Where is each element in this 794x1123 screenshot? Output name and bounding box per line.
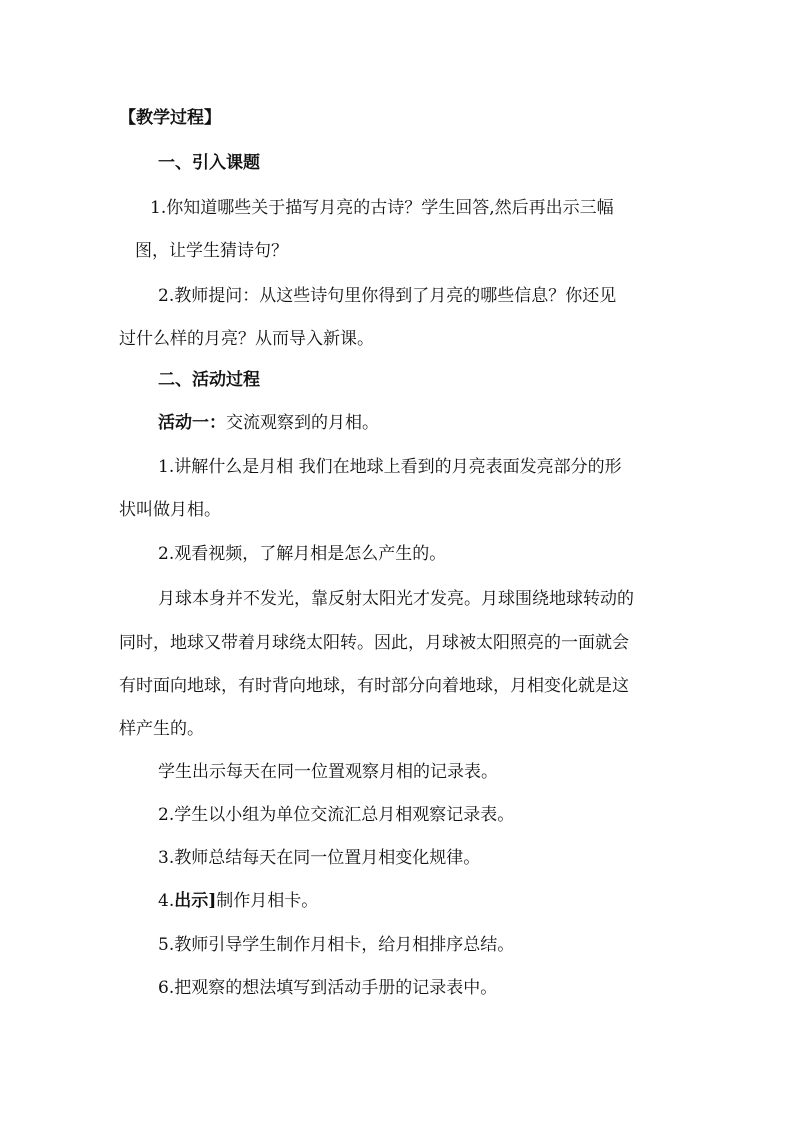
- activity-line: [158, 412, 379, 434]
- paragraph-line: 月球本身并不发光，靠反射太阳光才发亮。月球围绕地球转动的: [158, 589, 634, 609]
- paragraph-line: 学生出示每天在同一位置观察月相的记录表。: [158, 762, 498, 782]
- step-bold-label: 出示]: [174, 891, 217, 911]
- step-text: 制作月相卡。: [216, 891, 319, 911]
- paragraph-line: 3.教师总结每天在同一位置月相变化规律。: [158, 848, 481, 868]
- paragraph-line: 图，让学生猜诗句？: [135, 241, 288, 261]
- paragraph-line: 2.教师提问：从这些诗句里你得到了月亮的哪些信息？你还见: [158, 286, 617, 306]
- paragraph-line: 2.学生以小组为单位交流汇总月相观察记录表。: [158, 805, 515, 825]
- paragraph-line: 5.教师引导学生制作月相卡，给月相排序总结。: [158, 935, 515, 955]
- paragraph-line: 1.讲解什么是月相 我们在地球上看到的月亮表面发亮部分的形: [158, 457, 622, 477]
- step-number: 4.: [158, 891, 175, 911]
- paragraph-line: [158, 890, 318, 912]
- paragraph-line: 1.你知道哪些关于描写月亮的古诗？学生回答,然后再出示三幅: [150, 198, 614, 218]
- paragraph-line: 6.把观察的想法填写到活动手册的记录表中。: [158, 978, 498, 998]
- paragraph-line: 同时，地球又带着月球绕太阳转。因此，月球被太阳照亮的一面就会: [119, 633, 629, 653]
- section-title-activity: 二、活动过程: [158, 370, 260, 390]
- paragraph-line: 过什么样的月亮？从而导入新课。: [119, 329, 374, 349]
- activity-text: 交流观察到的月相。: [226, 413, 379, 433]
- activity-label: 活动一：: [158, 413, 226, 433]
- paragraph-line: 有时面向地球，有时背向地球，有时部分向着地球，月相变化就是这: [119, 676, 629, 696]
- paragraph-line: 样产生的。: [119, 719, 204, 739]
- paragraph-line: 状叫做月相。: [119, 500, 221, 520]
- paragraph-line: 2.观看视频，了解月相是怎么产生的。: [158, 544, 447, 564]
- section-heading: 【教学过程】: [119, 108, 221, 128]
- section-title-intro: 一、引入课题: [158, 153, 260, 173]
